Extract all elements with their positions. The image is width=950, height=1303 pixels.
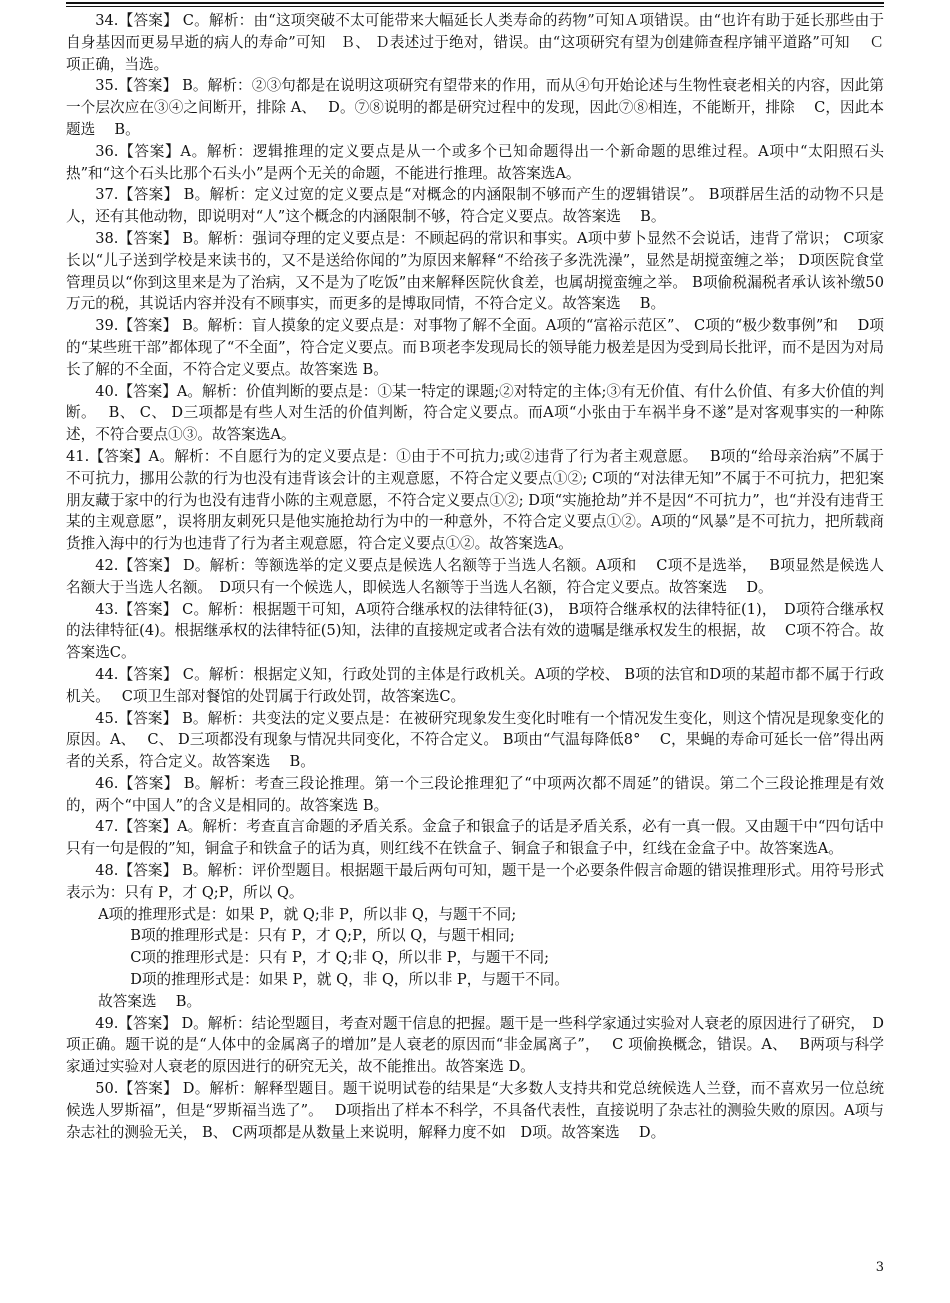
answer-37: 37.【答案】 B。解析：定义过宽的定义要点是“对概念的内涵限制不够而产生的逻辑错误”。 B项群居生活的动物不只是人，还有其他动物，即说明对“人”这个概念的内涵限制不够，符合定义要点。故答案选 B。 — [66, 186, 884, 226]
answer-48: 48.【答案】 B。解析：评价型题目。根据题干最后两句可知，题干是一个必要条件假言命题的错误推理形式。用符号形式表示为：只有 P，才 Q;P，所以 Q。 — [66, 862, 884, 901]
answer-38: 38.【答案】 B。解析：强词夺理的定义要点是：不顾起码的常识和事实。A项中萝卜显然不会说话，违背了常识； C项家长以“儿子送到学校是来读书的，又不是送给你闻的”为原因来解释“不给孩子多洗洗澡”，显然是胡搅蛮缠之举； D项医院食堂管理员以“你到这里来是为了治病，又不是为了吃饭”由来解释医院伙食差，也属胡搅蛮缠之举。 B项偷税漏税者承认该补缴50万元的税，其说话内容并没有不顾事实，而更多的是博取同情，不符合定义。故答案选 B。 — [66, 229, 884, 313]
answer-43: 43.【答案】 C。解析：根据题干可知，A项符合继承权的法律特征(3)， B项符合继承权的法律特征(1)， D项符合继承权的法律特征(4)。根据继承权的法律特征(5)知，法律的直接规定或者合法有效的遗嘱是继承权发生的根据，故 C项不符合。故答案选C。 — [66, 600, 884, 662]
answer-50: 50.【答案】 D。解析：解释型题目。题干说明试卷的结果是“大多数人支持共和党总统候选人兰登，而不喜欢另一位总统候选人罗斯福”，但是“罗斯福当选了”。 D项指出了样本不科学，不具备代表性，直接说明了杂志社的测验失败的原因。A项与杂志社的测验无关， B、 C两项都是从数量上来说明，解释力度不如 D项。故答案选 D。 — [66, 1080, 884, 1141]
answer-34: 34.【答案】 C。解析：由“这项突破不太可能带来大幅延长人类寿命的药物”可知Ａ项错误。由“也许有助于延长那些由于自身基因而更易早逝的病人的寿命”可知 Ｂ、 Ｄ表述过于绝对，错误。由“这项研究有望为创建筛查程序铺平道路”可知 Ｃ项正确，当选。 — [66, 12, 884, 73]
page-number: 3 — [875, 1260, 884, 1275]
answer-41: 41.【答案】A。解析：不自愿行为的定义要点是：①由于不可抗力;或②违背了行为者主观意愿。 B项的“给母亲治病”不属于不可抗力，挪用公款的行为也没有违背该会计的主观意愿，不符合定义要点①②; C项的“对法律无知”不属于不可抗力，把犯案朋友藏于家中的行为也没有违背小陈的主观意愿，不符合定义要点①②; D项“实施抢劫”并不是因“不可抗力”，也“并没有违背王某的主观意愿”，误将朋友刺死只是他实施抢劫行为中的一种意外，不符合定义要点①②。A项的“风暴”是不可抗力，把所载商货推入海中的行为也违背了行为者主观意愿，符合定义要点①②。故答案选A。 — [66, 447, 884, 553]
answer-48-option-c: C项的推理形式是：只有 P，才 Q;非 Q，所以非 P，与题干不同; — [130, 949, 550, 967]
answer-48-conclusion: 故答案选 B。 — [98, 992, 202, 1010]
answer-46: 46.【答案】 B。解析：考查三段论推理。第一个三段论推理犯了“中项两次都不周延”的错误。第二个三段论推理是有效的，两个“中国人”的含义是相同的。故答案选 B。 — [66, 774, 884, 814]
header-rule — [66, 2, 884, 4]
answer-48-option-b: B项的推理形式是：只有 P，才 Q;P，所以 Q，与题干相同; — [130, 927, 515, 945]
answer-39: 39.【答案】 B。解析：盲人摸象的定义要点是：对事物了解不全面。A项的“富裕示范区”、 C项的“极少数事例”和 D项的“某些班干部”都体现了“不全面”，符合定义要点。而Ｂ项老李发现局长的领导能力极差是因为受到局长批评，而不是因为对局长了解的不全面，不符合定义要点。故答案选 B。 — [66, 317, 884, 378]
header-rule-thin — [66, 6, 884, 7]
answer-48-option-d: D项的推理形式是：如果 P，就 Q，非 Q，所以非 P，与题干不同。 — [130, 971, 569, 989]
answer-40: 40.【答案】A。解析：价值判断的要点是：①某一特定的课题;②对特定的主体;③有无价值、有什么价值、有多大价值的判断。 B、 C、 D三项都是有些人对生活的价值判断，符合定义要点。而A项“小张由于车祸半身不遂”是对客观事实的一种陈述，不符合要点①③。故答案选A。 — [66, 382, 884, 444]
answer-42: 42.【答案】 D。解析：等额选举的定义要点是候选人名额等于当选人名额。A项和 C项不是选举， B项显然是候选人名额大于当选人名额。 D项只有一个候选人，即候选人名额等于当选人名额，符合定义要点。故答案选 D。 — [66, 556, 884, 596]
answer-36: 36.【答案】A。解析：逻辑推理的定义要点是从一个或多个已知命题得出一个新命题的思维过程。A项中“太阳照石头热”和“这个石头比那个石头小”是两个无关的命题，不能进行推理。故答案选A。 — [66, 142, 884, 182]
answer-49: 49.【答案】 D。解析：结论型题目，考查对题干信息的把握。题干是一些科学家通过实验对人衰老的原因进行了研究， D项正确。题干说的是“人体中的金属离子的增加”是人衰老的原因而“非金属离子”， C 项偷换概念，错误。A、 B两项与科学家通过实验对人衰老的原因进行的研究无关，故不能推出。故答案选 D。 — [66, 1014, 884, 1076]
answer-44: 44.【答案】 C。解析：根据定义知，行政处罚的主体是行政机关。A项的学校、 B项的法官和D项的某超市都不属于行政机关。 C项卫生部对餐馆的处罚属于行政处罚，故答案选C。 — [66, 665, 884, 705]
answer-content — [66, 10, 884, 1143]
answer-35: 35.【答案】 B。解析：②③句都是在说明这项研究有望带来的作用，而从④句开始论述与生物性衰老相关的内容，因此第一个层次应在③④之间断开，排除 A、 D。⑦⑧说明的都是研究过程中的发现，因此⑦⑧相连，不能断开，排除 C，因此本题选 B。 — [66, 77, 884, 138]
answer-48-option-a: A项的推理形式是：如果 P，就 Q;非 P，所以非 Q，与题干不同; — [98, 905, 517, 923]
answer-45: 45.【答案】 B。解析：共变法的定义要点是：在被研究现象发生变化时唯有一个情况发生变化，则这个情况是现象变化的原因。A、 C、 D三项都没有现象与情况共同变化，不符合定义。 B项由“气温每降低8° C，果蝇的寿命可延长一倍”得出两者的关系，符合定义。故答案选 B。 — [66, 709, 884, 771]
answer-47: 47.【答案】A。解析：考查直言命题的矛盾关系。金盒子和银盒子的话是矛盾关系，必有一真一假。又由题干中“四句话中只有一句是假的”知，铜盒子和铁盒子的话为真，则红线不在铁盒子、铜盒子和银盒子中，红线在金盒子中。故答案选A。 — [66, 818, 884, 858]
